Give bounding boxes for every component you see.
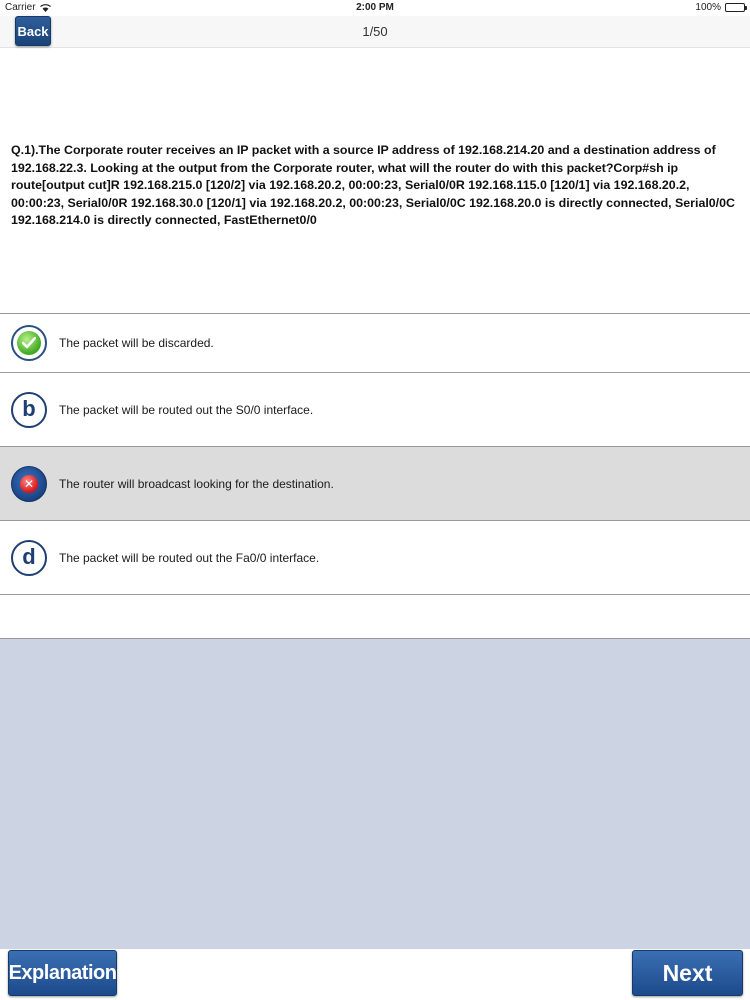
wrong-x-icon: ✕ xyxy=(11,466,47,502)
answer-option-label: The packet will be routed out the Fa0/0 interface. xyxy=(59,550,320,565)
carrier-label: Carrier xyxy=(5,2,36,13)
navigation-bar xyxy=(0,16,750,48)
answer-option-label: The packet will be discarded. xyxy=(59,336,214,350)
answer-option-label: The router will broadcast looking for the destination. xyxy=(59,476,334,491)
option-letter: d xyxy=(22,543,36,569)
empty-row xyxy=(0,595,750,639)
question-text: Q.1).The Corporate router receives an IP packet with a source IP address of 192.168.214.20 and a destination address of 192.168.22.3. Looking at the output from the Corporate router, what will the router do with this packet?Corp#sh ip route[output cut]R 192.168.215.0 [120/2] via 192.168.20.2, 00:00:23, Serial0/0R 192.168.115.0 [120/1] via 192.168.20.2, 00:00:23, Serial0/0R 192.168.30.0 [120/1] via 192.168.20.2, 00:00:23, Serial0/0C 192.168.20.0 is directly connected, Serial0/0C 192.168.214.0 is directly connected, FastEthernet0/0 xyxy=(11,143,735,227)
status-bar xyxy=(0,0,750,16)
answer-option-c[interactable] xyxy=(0,447,750,521)
battery-percent: 100% xyxy=(695,2,721,13)
answer-option-b[interactable] xyxy=(0,373,750,447)
answer-option-d[interactable] xyxy=(0,521,750,595)
answer-option-label: The packet will be routed out the S0/0 interface. xyxy=(59,402,314,417)
back-button[interactable]: Back xyxy=(15,16,51,46)
next-button[interactable]: Next xyxy=(632,950,743,996)
correct-check-icon xyxy=(11,325,47,361)
empty-panel xyxy=(0,639,750,949)
question-counter: 1/50 xyxy=(362,24,388,39)
option-letter: b xyxy=(22,395,36,421)
explanation-button[interactable]: Explanation xyxy=(8,950,117,996)
answer-option-a[interactable] xyxy=(0,314,750,373)
letter-b-icon xyxy=(11,392,47,428)
battery-icon xyxy=(725,3,745,12)
clock: 2:00 PM xyxy=(356,2,394,13)
bottom-toolbar xyxy=(0,949,750,1000)
battery-indicator xyxy=(695,2,745,13)
letter-d-icon xyxy=(11,540,47,576)
